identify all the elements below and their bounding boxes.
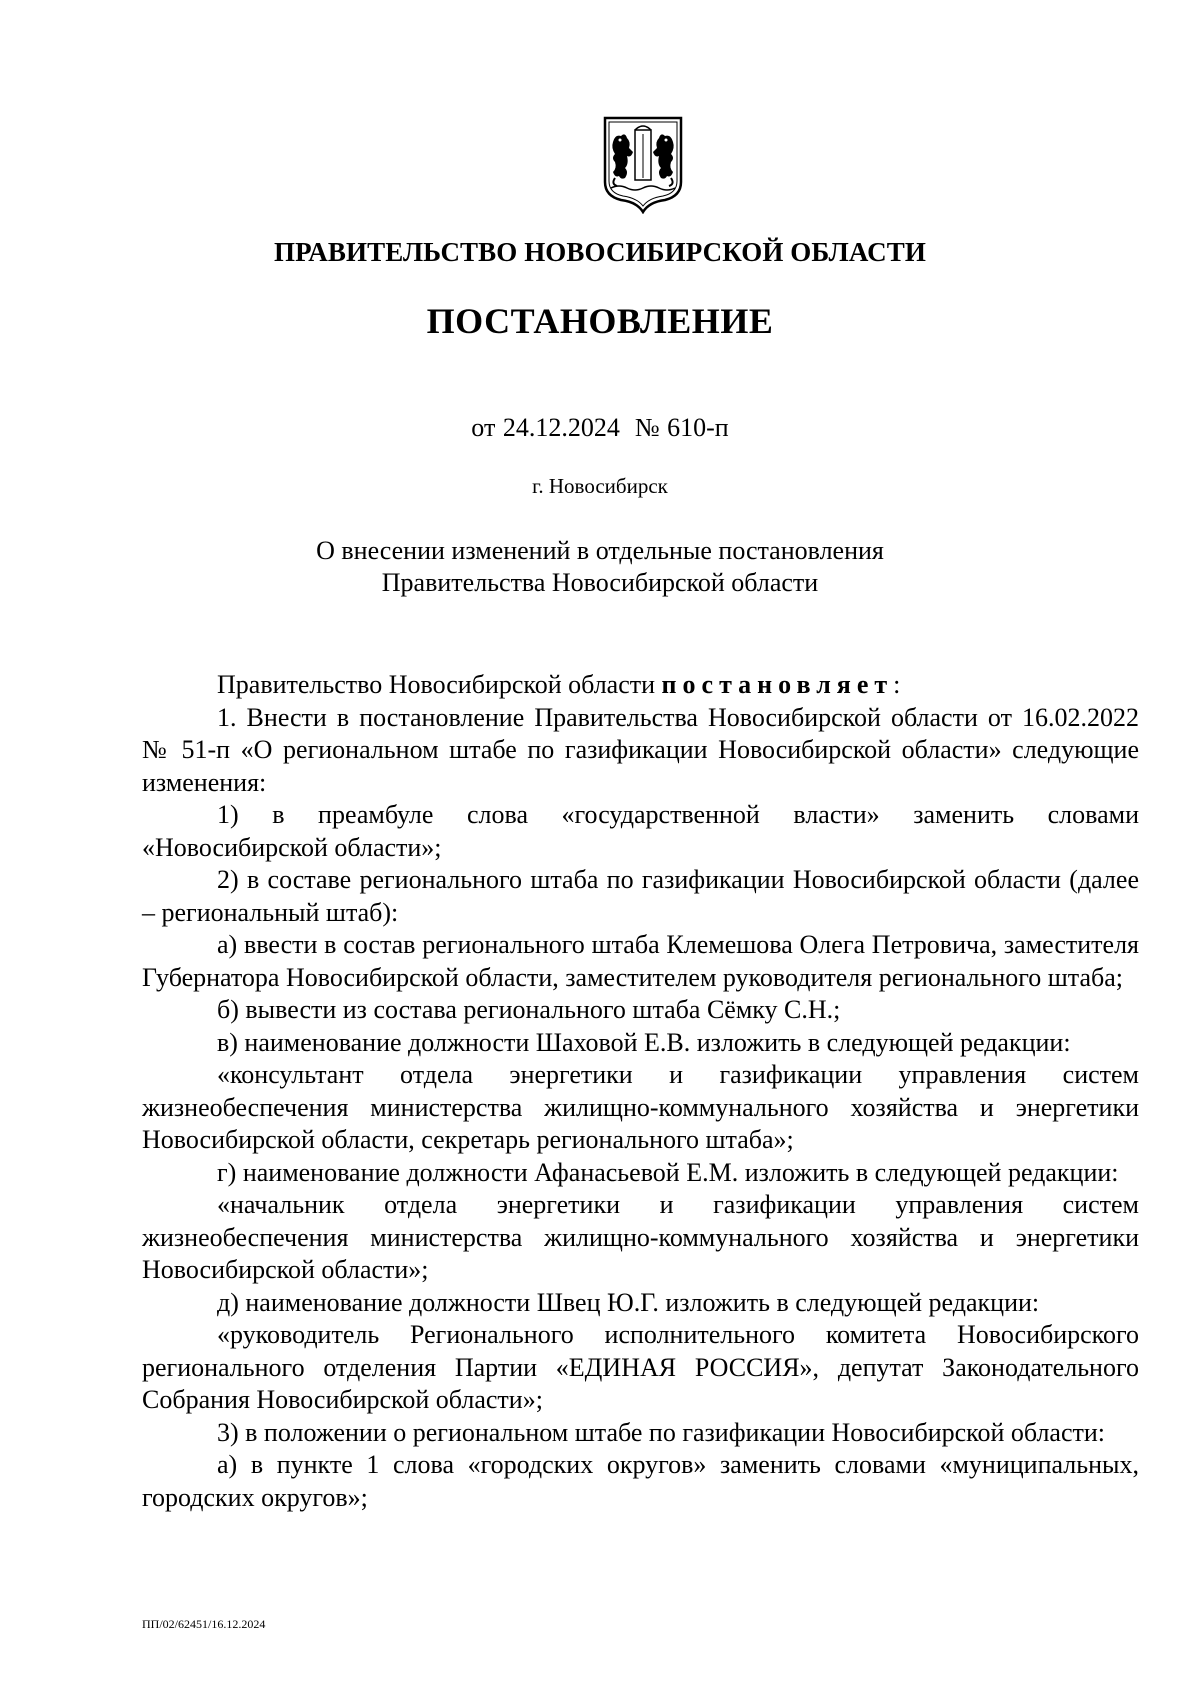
paragraph-1-2-v-quote: «консультант отдела энергетики и газификации управления систем жизнеобеспечения министерства жилищно-коммунального хозяйства и энергетики Новосибирской области, секретарь регионального штаба»; [142,1060,1139,1154]
intro-action: постановляет [661,670,894,699]
document-subject [0,535,1200,599]
coat-of-arms-icon [601,112,685,214]
paragraph-1-3-a: а) в пункте 1 слова «городских округов» заменить словами «муниципальных, городских округов»; [142,1450,1139,1512]
document-city: г. Новосибирск [532,474,668,498]
paragraph-1-2-g: г) наименование должности Афанасьевой Е.М. изложить в следующей редакции: [217,1157,1119,1187]
document-date-number: от 24.12.2024 № 610-п [471,413,729,442]
intro-suffix: : [893,670,901,699]
paragraph-1-2-v: в) наименование должности Шаховой Е.В. изложить в следующей редакции: [217,1027,1071,1057]
subject-line-1: О внесении изменений в отдельные постановления [316,536,884,565]
intro-paragraph [142,669,1139,702]
intro-prefix: Правительство Новосибирской области [217,670,662,699]
paragraph-1-2-g-quote: «начальник отдела энергетики и газификации управления систем жизнеобеспечения министерства жилищно-коммунального хозяйства и энергетики Новосибирской области»; [142,1190,1139,1284]
paragraph-1-2-a: а) ввести в состав регионального штаба Клемешова Олега Петровича, заместителя Губернатора Новосибирской области, заместителем руководителя регионального штаба; [142,930,1139,992]
paragraph-1-2-d-quote: «руководитель Регионального исполнительного комитета Новосибирского регионального отделения Партии «ЕДИНАЯ РОССИЯ», депутат Законодательного Собрания Новосибирской области»; [142,1320,1139,1414]
organization-title: ПРАВИТЕЛЬСТВО НОВОСИБИРСКОЙ ОБЛАСТИ [274,237,926,267]
paragraph-1: 1. Внести в постановление Правительства Новосибирской области от 16.02.2022 № 51-п «О региональном штабе по газификации Новосибирской области» следующие изменения: [142,702,1139,797]
document-footer-code: ПП/02/62451/16.12.2024 [142,1617,266,1631]
paragraph-1-1: 1) в преамбуле слова «государственной власти» заменить словами «Новосибирской области»; [142,800,1139,862]
subject-line-2: Правительства Новосибирской области [381,568,819,597]
paragraph-1-2-d: д) наименование должности Швец Ю.Г. изложить в следующей редакции: [217,1287,1040,1317]
paragraph-1-2-b: б) вывести из состава регионального штаба Сёмку С.Н.; [217,995,841,1024]
paragraph-1-2: 2) в составе регионального штаба по газификации Новосибирской области (далее – региональный штаб): [142,865,1139,927]
paragraph-1-3: 3) в положении о региональном штабе по газификации Новосибирской области: [217,1417,1106,1447]
document-body [142,669,1139,1514]
document-type-title: ПОСТАНОВЛЕНИЕ [426,301,774,341]
